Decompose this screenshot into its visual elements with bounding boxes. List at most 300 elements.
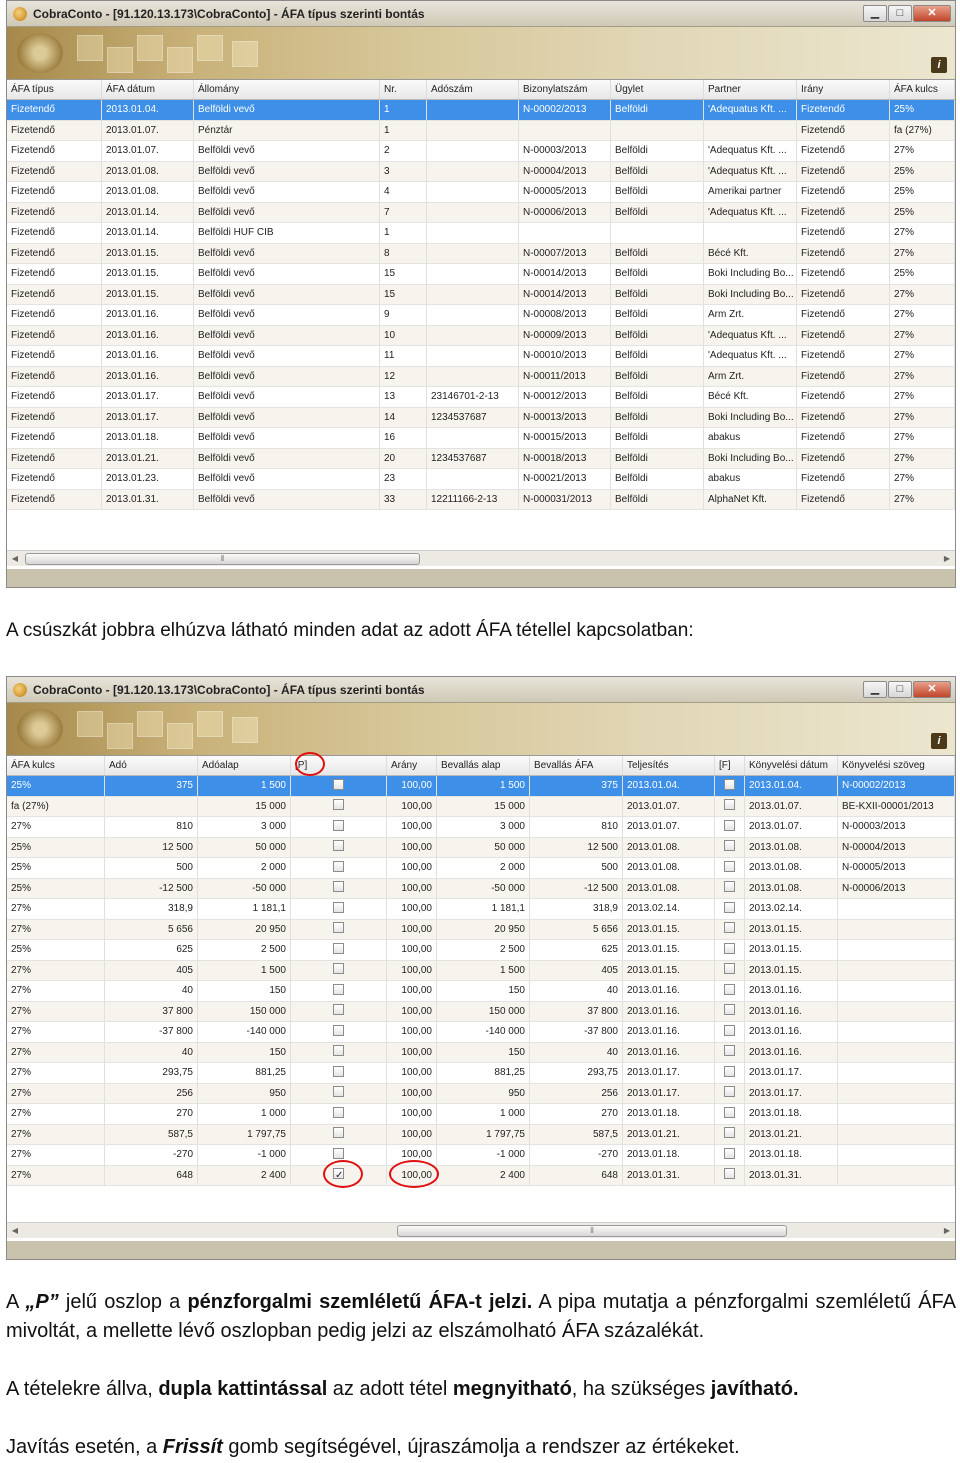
cell-adoalap: 2 400 <box>198 1166 291 1186</box>
checkbox-icon[interactable] <box>724 1045 735 1056</box>
cell-partner: 'Adequatus Kft. ... <box>704 326 797 346</box>
cell-bevallas-afa <box>530 797 623 817</box>
table-row[interactable] <box>7 797 955 818</box>
cell-afa-kulcs: 27% <box>890 346 955 366</box>
table-row[interactable] <box>7 879 955 900</box>
cell-teljesites: 2013.01.17. <box>623 1063 715 1083</box>
checkbox-cell <box>291 1084 387 1104</box>
cell-irany: Fizetendő <box>797 141 890 161</box>
app-icon <box>13 7 27 21</box>
scroll-left-icon[interactable]: ◀ <box>11 1226 19 1235</box>
cell-konyvelesi-datum: 2013.01.16. <box>745 1043 838 1063</box>
column-header-p[interactable]: [P] <box>291 756 387 775</box>
cell-partner: 'Adequatus Kft. ... <box>704 346 797 366</box>
cell-arany: 100,00 <box>387 879 437 899</box>
cell-afa-kulcs: 27% <box>890 305 955 325</box>
table-row[interactable] <box>7 100 955 121</box>
cell-afa-kulcs: 25% <box>7 940 105 960</box>
cell-afa-kulcs: 25% <box>7 776 105 796</box>
cell-ugylet: Belföldi <box>611 305 704 325</box>
table-row[interactable] <box>7 858 955 879</box>
cell-afa-kulcs: 27% <box>7 920 105 940</box>
cell-partner: Bécé Kft. <box>704 244 797 264</box>
cell-partner: Boki Including Bo... <box>704 285 797 305</box>
title-bar <box>7 1 955 27</box>
table-row[interactable] <box>7 162 955 183</box>
cell-bevallas-alap: 1 797,75 <box>437 1125 530 1145</box>
table-row[interactable] <box>7 1166 955 1187</box>
cell-adoszam <box>427 141 519 161</box>
cell-bevallas-afa: 37 800 <box>530 1002 623 1022</box>
column-header-adoszam[interactable]: Adószám <box>427 80 519 99</box>
cell-afa-datum: 2013.01.07. <box>102 141 194 161</box>
cell-bizonylatszam <box>519 223 611 243</box>
table-row[interactable] <box>7 1084 955 1105</box>
cell-arany: 100,00 <box>387 920 437 940</box>
cell-teljesites: 2013.01.18. <box>623 1145 715 1165</box>
cell-partner: 'Adequatus Kft. ... <box>704 203 797 223</box>
table-row[interactable] <box>7 408 955 429</box>
checkbox-cell <box>715 1022 745 1042</box>
cell-allomany: Belföldi vevő <box>194 428 380 448</box>
table-row[interactable] <box>7 244 955 265</box>
maximize-icon[interactable]: □ <box>888 5 912 22</box>
checkbox-cell <box>291 1063 387 1083</box>
cell-afa-kulcs: 27% <box>890 469 955 489</box>
column-header-ugylet[interactable]: Ügylet <box>611 80 704 99</box>
checkbox-icon[interactable] <box>724 984 735 995</box>
cell-nr: 7 <box>380 203 427 223</box>
cell-konyvelesi-datum: 2013.01.15. <box>745 961 838 981</box>
checkbox-icon[interactable] <box>724 1086 735 1097</box>
checkbox-icon[interactable] <box>333 963 344 974</box>
cell-bevallas-afa: 40 <box>530 981 623 1001</box>
cell-afa-tipus: Fizetendő <box>7 100 102 120</box>
grid-body <box>7 776 955 1186</box>
cell-ado: 256 <box>105 1084 198 1104</box>
cell-afa-tipus: Fizetendő <box>7 367 102 387</box>
checkbox-icon[interactable] <box>724 799 735 810</box>
column-header-ado[interactable]: Adó <box>105 756 198 775</box>
cell-ugylet: Belföldi <box>611 326 704 346</box>
cell-konyvelesi-datum: 2013.01.31. <box>745 1166 838 1186</box>
cell-afa-kulcs: 27% <box>7 1166 105 1186</box>
table-row[interactable] <box>7 490 955 511</box>
column-header-bevallas-alap[interactable]: Bevallás alap <box>437 756 530 775</box>
cell-partner: Boki Including Bo... <box>704 449 797 469</box>
cell-adoalap: 15 000 <box>198 797 291 817</box>
checkbox-icon[interactable] <box>333 1004 344 1015</box>
cell-afa-tipus: Fizetendő <box>7 182 102 202</box>
cell-bizonylatszam: N-00009/2013 <box>519 326 611 346</box>
table-row[interactable] <box>7 1104 955 1125</box>
cell-allomany: Belföldi vevő <box>194 141 380 161</box>
table-row[interactable] <box>7 1063 955 1084</box>
cell-afa-kulcs: 27% <box>7 961 105 981</box>
table-row[interactable] <box>7 387 955 408</box>
checkbox-icon[interactable] <box>333 1045 344 1056</box>
table-row[interactable] <box>7 1002 955 1023</box>
cell-afa-kulcs: 27% <box>7 899 105 919</box>
scroll-right-icon[interactable]: ▶ <box>943 554 951 563</box>
checkbox-icon[interactable] <box>724 1066 735 1077</box>
scrollbar-thumb[interactable]: ⦀ <box>397 1225 787 1237</box>
cell-afa-datum: 2013.01.16. <box>102 346 194 366</box>
cell-konyvelesi-szoveg <box>838 1166 955 1186</box>
grid-header <box>7 756 955 776</box>
cell-bizonylatszam: N-00003/2013 <box>519 141 611 161</box>
checkbox-cell <box>715 1145 745 1165</box>
cell-bevallas-afa: 256 <box>530 1084 623 1104</box>
cell-irany: Fizetendő <box>797 326 890 346</box>
data-grid <box>7 755 955 1241</box>
checkbox-icon[interactable] <box>333 1086 344 1097</box>
cell-bevallas-afa: 375 <box>530 776 623 796</box>
cell-nr: 33 <box>380 490 427 510</box>
table-row[interactable] <box>7 428 955 449</box>
column-header-partner[interactable]: Partner <box>704 80 797 99</box>
cell-afa-kulcs: 27% <box>7 817 105 837</box>
cell-adoalap: 150 000 <box>198 1002 291 1022</box>
table-row[interactable] <box>7 1022 955 1043</box>
checkbox-cell <box>715 776 745 796</box>
cell-konyvelesi-szoveg <box>838 1084 955 1104</box>
cell-konyvelesi-datum: 2013.01.16. <box>745 1022 838 1042</box>
cell-ado: 648 <box>105 1166 198 1186</box>
cell-adoalap: 881,25 <box>198 1063 291 1083</box>
cell-konyvelesi-szoveg <box>838 899 955 919</box>
cell-afa-kulcs: 25% <box>890 162 955 182</box>
cell-adoszam <box>427 285 519 305</box>
cell-arany: 100,00 <box>387 858 437 878</box>
cell-afa-tipus: Fizetendő <box>7 244 102 264</box>
checkbox-icon[interactable] <box>724 881 735 892</box>
banner <box>7 703 955 755</box>
cell-bevallas-alap: -140 000 <box>437 1022 530 1042</box>
column-header-konyvelesi-szoveg[interactable]: Könyvelési szöveg <box>838 756 955 775</box>
checkbox-icon[interactable] <box>724 1004 735 1015</box>
checkbox-cell <box>291 858 387 878</box>
cell-ado: 375 <box>105 776 198 796</box>
checkbox-icon[interactable] <box>333 820 344 831</box>
cell-afa-tipus: Fizetendő <box>7 223 102 243</box>
checkbox-icon[interactable] <box>724 922 735 933</box>
cell-afa-kulcs: 25% <box>7 838 105 858</box>
cell-afa-tipus: Fizetendő <box>7 346 102 366</box>
table-row[interactable] <box>7 305 955 326</box>
scroll-left-icon[interactable]: ◀ <box>11 554 19 563</box>
cell-afa-kulcs: 27% <box>890 387 955 407</box>
column-header-allomany[interactable]: Állomány <box>194 80 380 99</box>
cell-partner: abakus <box>704 469 797 489</box>
checkbox-icon[interactable] <box>724 861 735 872</box>
checkbox-icon[interactable] <box>724 943 735 954</box>
column-header-irany[interactable]: Irány <box>797 80 890 99</box>
table-row[interactable] <box>7 121 955 142</box>
cell-afa-kulcs: 25% <box>7 858 105 878</box>
cell-afa-datum: 2013.01.16. <box>102 367 194 387</box>
cell-afa-kulcs: 27% <box>890 326 955 346</box>
grid-header <box>7 80 955 100</box>
cell-adoalap: 20 950 <box>198 920 291 940</box>
checkbox-icon[interactable] <box>724 1148 735 1159</box>
cell-bevallas-afa: 625 <box>530 940 623 960</box>
cell-partner: 'Adequatus Kft. ... <box>704 100 797 120</box>
table-row[interactable] <box>7 920 955 941</box>
cell-adoszam <box>427 367 519 387</box>
column-header-afa-kulcs[interactable]: ÁFA kulcs <box>890 80 955 99</box>
cell-ugylet: Belföldi <box>611 141 704 161</box>
checkbox-cell <box>291 1125 387 1145</box>
table-row[interactable] <box>7 1043 955 1064</box>
column-header-bizonylatszam[interactable]: Bizonylatszám <box>519 80 611 99</box>
cell-nr: 4 <box>380 182 427 202</box>
cell-partner: Arm Zrt. <box>704 367 797 387</box>
checkbox-cell <box>715 817 745 837</box>
checkbox-icon[interactable] <box>333 1107 344 1118</box>
cell-arany: 100,00 <box>387 1166 437 1186</box>
checkbox-icon[interactable] <box>724 840 735 851</box>
cell-adoszam <box>427 121 519 141</box>
cell-ado: 5 656 <box>105 920 198 940</box>
checkbox-cell <box>291 1002 387 1022</box>
caption: A csúszkát jobbra elhúzva látható minden adat az adott ÁFA tétellel kapcsolatban: <box>6 620 694 641</box>
cell-partner: 'Adequatus Kft. ... <box>704 162 797 182</box>
cell-teljesites: 2013.01.07. <box>623 817 715 837</box>
checkbox-cell <box>291 817 387 837</box>
table-row[interactable] <box>7 899 955 920</box>
cell-konyvelesi-datum: 2013.01.18. <box>745 1145 838 1165</box>
table-row[interactable] <box>7 182 955 203</box>
table-row[interactable] <box>7 469 955 490</box>
close-icon[interactable]: ✕ <box>913 681 951 698</box>
cell-nr: 14 <box>380 408 427 428</box>
column-header-teljesites[interactable]: Teljesítés <box>623 756 715 775</box>
cell-bevallas-afa: -270 <box>530 1145 623 1165</box>
cell-afa-datum: 2013.01.15. <box>102 285 194 305</box>
window-afa-breakdown-1 <box>6 0 956 588</box>
cell-ugylet: Belföldi <box>611 449 704 469</box>
column-header-adoalap[interactable]: Adóalap <box>198 756 291 775</box>
cell-adoalap: 1 000 <box>198 1104 291 1124</box>
cell-afa-datum: 2013.01.15. <box>102 264 194 284</box>
cell-nr: 15 <box>380 264 427 284</box>
column-header-afa-kulcs[interactable]: ÁFA kulcs <box>7 756 105 775</box>
cell-afa-kulcs: 27% <box>7 1104 105 1124</box>
cell-afa-tipus: Fizetendő <box>7 428 102 448</box>
cell-irany: Fizetendő <box>797 346 890 366</box>
cell-ugylet: Belföldi <box>611 162 704 182</box>
checkbox-cell <box>291 838 387 858</box>
cell-ado: -270 <box>105 1145 198 1165</box>
cell-ado: 12 500 <box>105 838 198 858</box>
cell-bizonylatszam: N-00015/2013 <box>519 428 611 448</box>
cell-konyvelesi-szoveg <box>838 1063 955 1083</box>
cell-ado: 625 <box>105 940 198 960</box>
cell-adoalap: 1 181,1 <box>198 899 291 919</box>
cell-irany: Fizetendő <box>797 367 890 387</box>
table-row[interactable] <box>7 817 955 838</box>
checkbox-icon[interactable] <box>333 1127 344 1138</box>
cell-teljesites: 2013.01.07. <box>623 797 715 817</box>
table-row[interactable] <box>7 141 955 162</box>
table-row[interactable] <box>7 838 955 859</box>
cell-irany: Fizetendő <box>797 244 890 264</box>
cell-afa-kulcs: 27% <box>890 408 955 428</box>
checkbox-icon[interactable] <box>333 881 344 892</box>
checkbox-icon[interactable] <box>333 902 344 913</box>
table-row[interactable] <box>7 449 955 470</box>
cell-afa-kulcs: 27% <box>890 141 955 161</box>
table-row[interactable] <box>7 223 955 244</box>
cell-allomany: Belföldi vevő <box>194 285 380 305</box>
cell-adoszam <box>427 428 519 448</box>
column-header-bevallas-afa[interactable]: Bevallás ÁFA <box>530 756 623 775</box>
cell-partner: 'Adequatus Kft. ... <box>704 141 797 161</box>
cell-nr: 13 <box>380 387 427 407</box>
cell-bizonylatszam: N-00011/2013 <box>519 367 611 387</box>
column-header-arany[interactable]: Arány <box>387 756 437 775</box>
cell-nr: 2 <box>380 141 427 161</box>
cell-adoszam <box>427 469 519 489</box>
checkbox-cell <box>291 1022 387 1042</box>
cell-teljesites: 2013.01.16. <box>623 1022 715 1042</box>
cell-afa-datum: 2013.01.18. <box>102 428 194 448</box>
paragraph-refresh: Javítás esetén, a Frissít gomb segítségével, újraszámolja a rendszer az értékeket. <box>6 1436 740 1458</box>
cell-konyvelesi-szoveg: N-00002/2013 <box>838 776 955 796</box>
checkbox-cell <box>715 1043 745 1063</box>
checkbox-icon[interactable] <box>333 1066 344 1077</box>
table-row[interactable] <box>7 346 955 367</box>
scrollbar-thumb[interactable]: ⦀ <box>25 553 420 565</box>
table-row[interactable] <box>7 203 955 224</box>
cell-arany: 100,00 <box>387 797 437 817</box>
table-row[interactable] <box>7 285 955 306</box>
checkbox-icon[interactable] <box>333 840 344 851</box>
checkbox-cell <box>715 981 745 1001</box>
cell-nr: 11 <box>380 346 427 366</box>
cell-bevallas-afa: 12 500 <box>530 838 623 858</box>
cell-konyvelesi-szoveg <box>838 1043 955 1063</box>
maximize-icon[interactable]: □ <box>888 681 912 698</box>
checkbox-cell <box>715 797 745 817</box>
table-row[interactable] <box>7 326 955 347</box>
cell-irany: Fizetendő <box>797 264 890 284</box>
column-header-afa-datum[interactable]: ÁFA dátum <box>102 80 194 99</box>
checkbox-icon[interactable] <box>333 922 344 933</box>
cell-teljesites: 2013.01.16. <box>623 1002 715 1022</box>
checkbox-icon[interactable] <box>724 1107 735 1118</box>
cell-nr: 12 <box>380 367 427 387</box>
checkbox-icon[interactable] <box>333 779 344 790</box>
checkbox-icon[interactable] <box>724 820 735 831</box>
cell-ado: 37 800 <box>105 1002 198 1022</box>
cell-afa-kulcs: 27% <box>7 1145 105 1165</box>
cell-afa-datum: 2013.01.21. <box>102 449 194 469</box>
cell-afa-datum: 2013.01.08. <box>102 162 194 182</box>
cell-afa-datum: 2013.01.17. <box>102 408 194 428</box>
table-row[interactable] <box>7 961 955 982</box>
table-row[interactable] <box>7 1145 955 1166</box>
cell-bizonylatszam: N-00012/2013 <box>519 387 611 407</box>
cell-adoszam <box>427 223 519 243</box>
close-icon[interactable]: ✕ <box>913 5 951 22</box>
cell-ado: 405 <box>105 961 198 981</box>
checkbox-icon[interactable] <box>724 963 735 974</box>
cell-ado: 40 <box>105 1043 198 1063</box>
checkbox-icon[interactable] <box>333 984 344 995</box>
cell-afa-datum: 2013.01.14. <box>102 203 194 223</box>
cell-konyvelesi-datum: 2013.01.16. <box>745 1002 838 1022</box>
column-header-konyvelesi-datum[interactable]: Könyvelési dátum <box>745 756 838 775</box>
cell-arany: 100,00 <box>387 1125 437 1145</box>
minimize-icon[interactable]: ▁ <box>863 681 887 698</box>
cell-ugylet: Belföldi <box>611 100 704 120</box>
checkbox-icon[interactable] <box>333 1025 344 1036</box>
table-row[interactable] <box>7 776 955 797</box>
cell-teljesites: 2013.01.21. <box>623 1125 715 1145</box>
checkbox-icon[interactable] <box>333 799 344 810</box>
cell-partner: Bécé Kft. <box>704 387 797 407</box>
cell-bevallas-alap: 1 500 <box>437 776 530 796</box>
cell-afa-tipus: Fizetendő <box>7 408 102 428</box>
info-icon[interactable]: i <box>931 57 947 73</box>
checkbox-icon[interactable] <box>724 779 735 790</box>
cell-bevallas-alap: 1 500 <box>437 961 530 981</box>
info-icon[interactable]: i <box>931 733 947 749</box>
cell-ugylet: Belföldi <box>611 244 704 264</box>
column-header-afa-tipus[interactable]: ÁFA típus <box>7 80 102 99</box>
table-row[interactable] <box>7 940 955 961</box>
cell-ado: 318,9 <box>105 899 198 919</box>
scroll-right-icon[interactable]: ▶ <box>943 1226 951 1235</box>
horizontal-scrollbar[interactable] <box>7 550 955 566</box>
paragraph-double-click: A tételekre állva, dupla kattintással az adott tétel megnyitható, ha szükséges javítható. <box>6 1378 799 1400</box>
cell-nr: 10 <box>380 326 427 346</box>
cell-adoszam: 23146701-2-13 <box>427 387 519 407</box>
cell-konyvelesi-datum: 2013.01.07. <box>745 817 838 837</box>
table-row[interactable] <box>7 367 955 388</box>
column-header-nr[interactable]: Nr. <box>380 80 427 99</box>
checkbox-icon[interactable] <box>333 943 344 954</box>
cell-allomany: Belföldi vevő <box>194 244 380 264</box>
table-row[interactable] <box>7 264 955 285</box>
cell-bizonylatszam: N-00002/2013 <box>519 100 611 120</box>
cell-adoalap: 50 000 <box>198 838 291 858</box>
cell-bevallas-afa: 500 <box>530 858 623 878</box>
cell-allomany: Pénztár <box>194 121 380 141</box>
cell-adoszam <box>427 203 519 223</box>
minimize-icon[interactable]: ▁ <box>863 5 887 22</box>
horizontal-scrollbar[interactable] <box>7 1222 955 1238</box>
cell-afa-kulcs: 27% <box>7 1063 105 1083</box>
cell-partner: Boki Including Bo... <box>704 408 797 428</box>
checkbox-icon[interactable] <box>724 1168 735 1179</box>
checkbox-icon[interactable] <box>724 1127 735 1138</box>
table-row[interactable] <box>7 981 955 1002</box>
checkbox-icon[interactable] <box>724 1025 735 1036</box>
cell-adoszam <box>427 326 519 346</box>
cell-konyvelesi-szoveg: BE-KXII-00001/2013 <box>838 797 955 817</box>
cell-adoalap: 1 500 <box>198 961 291 981</box>
checkbox-icon[interactable] <box>333 1148 344 1159</box>
table-row[interactable] <box>7 1125 955 1146</box>
checkbox-icon[interactable] <box>724 902 735 913</box>
checkbox-icon[interactable] <box>333 861 344 872</box>
checkbox-cell <box>291 879 387 899</box>
column-header-f[interactable]: [F] <box>715 756 745 775</box>
cell-allomany: Belföldi vevő <box>194 305 380 325</box>
